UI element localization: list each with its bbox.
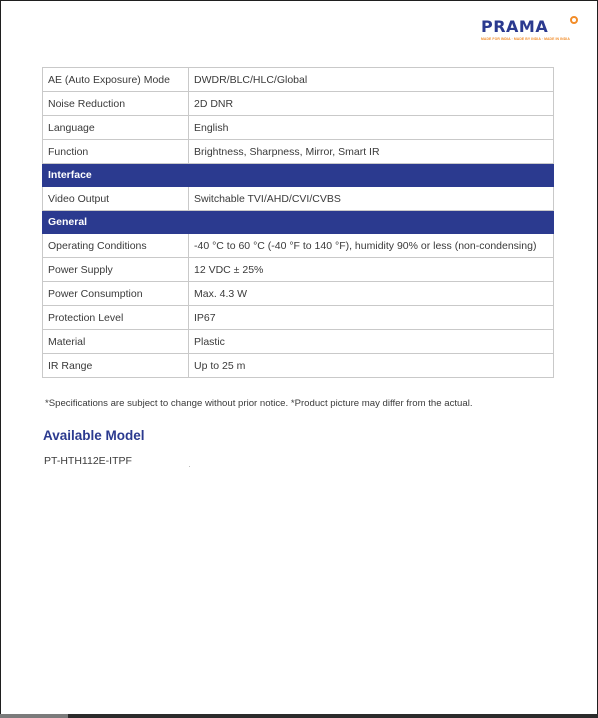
- spec-value: 12 VDC ± 25%: [189, 258, 554, 282]
- prama-logo: [481, 15, 581, 43]
- logo-ring-icon: [570, 16, 578, 24]
- logo-tagline: MADE FOR INDIA · MADE BY INDIA · MADE IN INDIA: [481, 37, 570, 41]
- spec-row: [43, 234, 554, 258]
- spec-value: Brightness, Sharpness, Mirror, Smart IR: [189, 140, 554, 164]
- spec-row: [43, 258, 554, 282]
- available-model-heading: Available Model: [43, 428, 145, 443]
- disclaimer-note: *Specifications are subject to change without prior notice. *Product picture may differ from the actual.: [45, 398, 473, 409]
- spec-value: IP67: [189, 306, 554, 330]
- spec-row: [43, 306, 554, 330]
- spec-value: 2D DNR: [189, 92, 554, 116]
- section-header-label: General: [43, 211, 554, 234]
- stray-mark: [189, 466, 190, 467]
- spec-row: [43, 116, 554, 140]
- section-header-row: [43, 164, 554, 187]
- spec-label: Power Consumption: [43, 282, 189, 306]
- specification-table-body: [43, 68, 554, 378]
- spec-value: English: [189, 116, 554, 140]
- spec-value: Up to 25 m: [189, 354, 554, 378]
- bottom-strip: [0, 714, 598, 718]
- spec-label: Video Output: [43, 187, 189, 211]
- spec-row: [43, 92, 554, 116]
- spec-value: Switchable TVI/AHD/CVI/CVBS: [189, 187, 554, 211]
- spec-value: Max. 4.3 W: [189, 282, 554, 306]
- section-header-row: [43, 211, 554, 234]
- spec-row: [43, 330, 554, 354]
- spec-label: IR Range: [43, 354, 189, 378]
- specification-table: [42, 67, 554, 378]
- spec-value: -40 °C to 60 °C (-40 °F to 140 °F), humidity 90% or less (non-condensing): [189, 234, 554, 258]
- spec-label: Power Supply: [43, 258, 189, 282]
- spec-label: AE (Auto Exposure) Mode: [43, 68, 189, 92]
- spec-label: Material: [43, 330, 189, 354]
- spec-row: [43, 282, 554, 306]
- spec-label: Noise Reduction: [43, 92, 189, 116]
- spec-row: [43, 140, 554, 164]
- spec-value: Plastic: [189, 330, 554, 354]
- spec-row: [43, 354, 554, 378]
- spec-label: Language: [43, 116, 189, 140]
- spec-row: [43, 68, 554, 92]
- spec-label: Operating Conditions: [43, 234, 189, 258]
- spec-label: Protection Level: [43, 306, 189, 330]
- spec-label: Function: [43, 140, 189, 164]
- available-model-number: PT-HTH112E-ITPF: [44, 455, 132, 467]
- section-header-label: Interface: [43, 164, 554, 187]
- logo-wordmark: PRAMA: [481, 17, 549, 36]
- spec-row: [43, 187, 554, 211]
- spec-value: DWDR/BLC/HLC/Global: [189, 68, 554, 92]
